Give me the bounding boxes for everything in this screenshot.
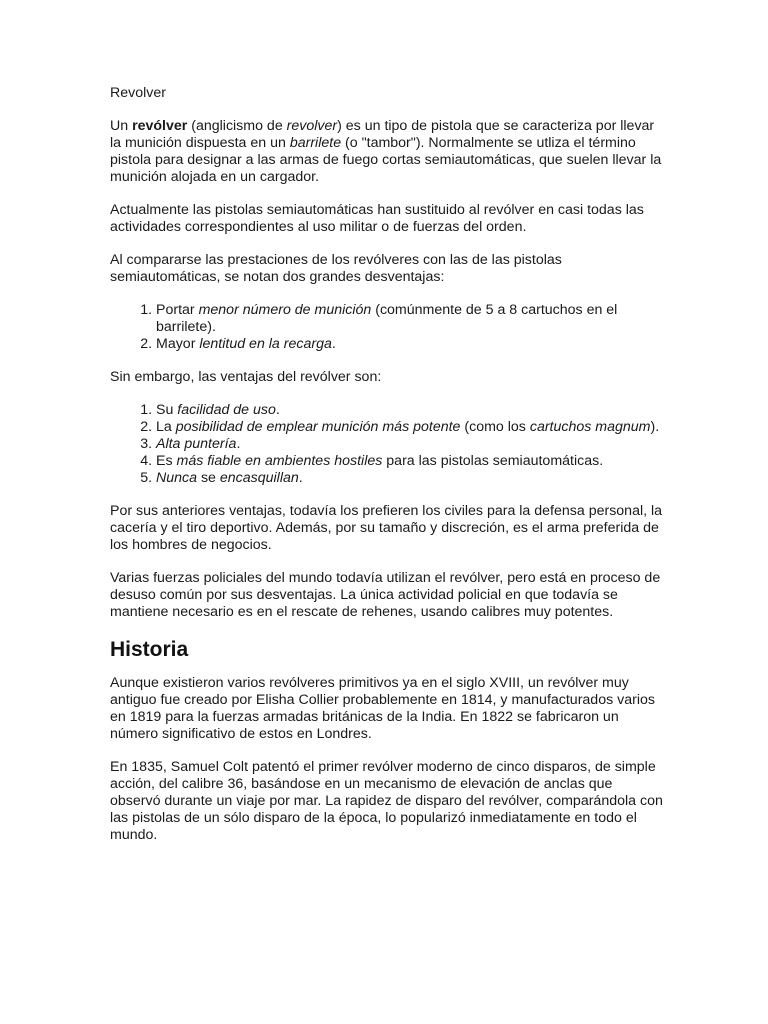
list-item-text: Es xyxy=(156,453,177,469)
list-item-text: (como los xyxy=(460,419,530,435)
list-item xyxy=(156,470,665,487)
list-item-emphasis: más fiable en ambientes hostiles xyxy=(176,453,383,469)
list-item xyxy=(156,302,665,336)
list-item-emphasis: menor número de munición xyxy=(198,302,372,318)
paragraph-semiautomatic: Actualmente las pistolas semiautomáticas han sustituido al revólver en casi todas las actividades correspondientes al uso militar o de fuerzas del orden. xyxy=(110,202,644,235)
list-item-text: Su xyxy=(156,402,178,418)
list-item-text: Portar xyxy=(156,302,199,318)
intro-text: Un xyxy=(110,118,133,134)
list-item-emphasis: cartuchos magnum xyxy=(529,419,651,435)
list-item-emphasis: Nunca xyxy=(156,470,198,486)
list-item-text: se xyxy=(197,470,220,486)
document-page xyxy=(110,85,665,860)
list-item-text: La xyxy=(156,419,176,435)
list-item-text: Mayor xyxy=(156,336,200,352)
list-item-text: . xyxy=(331,336,336,352)
list-item-text: ). xyxy=(650,419,660,435)
list-item xyxy=(156,336,665,353)
list-item xyxy=(156,436,665,453)
paragraph-civilian-use: Por sus anteriores ventajas, todavía los prefieren los civiles para la defensa personal, la cacería y el tiro deportivo. Además, por su tamaño y discreción, es el arma preferida de los hombres de negocios. xyxy=(110,503,663,553)
list-item-emphasis: posibilidad de emplear munición más potente xyxy=(175,419,461,435)
list-item-text: para las pistolas semiautomáticas. xyxy=(382,453,604,469)
intro-paragraph xyxy=(110,118,665,186)
document-title: Revolver xyxy=(110,85,166,101)
history-heading: Historia xyxy=(110,638,189,661)
list-item-emphasis: Alta puntería xyxy=(156,436,237,452)
list-item-text: . xyxy=(236,436,241,452)
term-revolver-bold: revólver xyxy=(132,118,188,134)
list-item-emphasis: encasquillan xyxy=(219,470,299,486)
paragraph-history-colt: En 1835, Samuel Colt patentó el primer revólver moderno de cinco disparos, de simple acción, del calibre 36, basándose en un mecanismo de elevación de anclas que observó durante un viaje por mar. La rapidez de disparo del revólver, comparándola con las pistolas de un sólo disparo de la época, lo popularizó inmediatamente en todo el mundo. xyxy=(110,759,663,843)
paragraph-advantages-intro: Sin embargo, las ventajas del revólver son: xyxy=(110,369,382,385)
paragraph-comparison: Al compararse las prestaciones de los revólveres con las de las pistolas semiautomáticas, se notan dos grandes desventajas: xyxy=(110,252,562,285)
intro-text: ) es un tipo de pistola que se caracteriza por llevar la munición dispuesta en un xyxy=(110,118,655,151)
list-item-text: . xyxy=(298,470,303,486)
list-item xyxy=(156,402,665,419)
disadvantages-list xyxy=(110,302,665,353)
term-revolver-italic: revolver xyxy=(286,118,338,134)
advantages-list xyxy=(110,402,665,487)
list-item xyxy=(156,453,665,470)
list-item-emphasis: facilidad de uso xyxy=(177,402,276,418)
intro-text: (anglicismo de xyxy=(187,118,287,134)
list-item-emphasis: lentitud en la recarga xyxy=(199,336,332,352)
term-barrilete: barrilete xyxy=(289,135,342,151)
intro-text: (o "tambor"). Normalmente se utliza el término pistola para designar a las armas de fuego cortas semiautomáticas, que suelen llevar la munición alojada en un cargador. xyxy=(110,135,662,185)
paragraph-history-origins: Aunque existieron varios revólveres primitivos ya en el siglo XVIII, un revólver muy antiguo fue creado por Elisha Collier probablemente en 1814, y manufacturados varios en 1819 para la fuerzas armadas británicas de la India. En 1822 se fabricaron un número significativo de estos en Londres. xyxy=(110,675,655,742)
paragraph-police-use: Varias fuerzas policiales del mundo todavía utilizan el revólver, pero está en proceso de desuso común por sus desventajas. La única actividad policial en que todavía se mantiene necesario es en el rescate de rehenes, usando calibres muy potentes. xyxy=(110,570,661,620)
list-item-text: . xyxy=(275,402,280,418)
list-item xyxy=(156,419,665,436)
list-item-text: (comúnmente de 5 a 8 cartuchos en el barrilete). xyxy=(156,302,618,335)
